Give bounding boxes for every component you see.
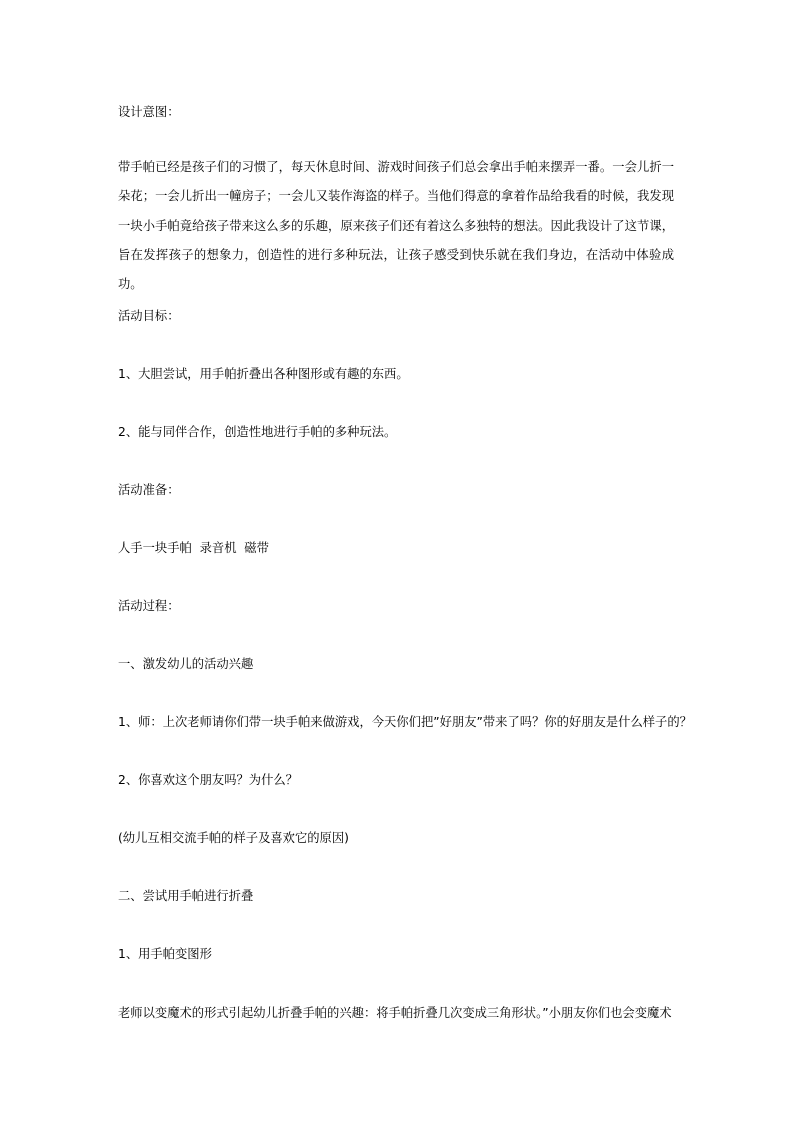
activity-prep-items: 人手一块手帕 录音机 磁带 xyxy=(118,541,269,555)
goal-item-2: 2、能与同伴合作，创造性地进行手帕的多种玩法。 xyxy=(118,425,397,439)
step-1-title: 1、用手帕变图形 xyxy=(118,947,212,961)
design-intent-paragraph: 带手帕已经是孩子们的习惯了，每天休息时间、游戏时间孩子们总会拿出手帕来摆弄一番。一会儿折一朵花；一会儿折出一幢房子；一会儿又装作海盗的样子。当他们得意的拿着作品给我看的时候，我发现一块小手帕竟给孩子带来这么多的乐趣，原来孩子们还有着这么多独特的想法。因此我设计了这节课，旨在发挥孩子的想象力，创造性的进行多种玩法，让孩子感受到快乐就在我们身边，在活动中体验成功。 xyxy=(118,160,674,292)
section-2-title: 二、尝试用手帕进行折叠 xyxy=(118,889,254,903)
section-1-title: 一、激发幼儿的活动兴趣 xyxy=(118,657,254,671)
note-text: (幼儿互相交流手帕的样子及喜欢它的原因) xyxy=(118,831,349,845)
activity-process-heading: 活动过程： xyxy=(118,599,180,613)
question-1: 1、师：上次老师请你们带一块手帕来做游戏，今天你们把”好朋友”带来了吗？你的好朋友是什么样子的？ xyxy=(118,715,692,729)
goal-item-1: 1、大胆尝试，用手帕折叠出各种图形或有趣的东西。 xyxy=(118,367,409,381)
question-2: 2、你喜欢这个朋友吗？为什么？ xyxy=(118,773,298,787)
activity-prep-heading: 活动准备： xyxy=(118,483,180,497)
design-intent-heading: 设计意图： xyxy=(118,105,180,119)
step-1-body: 老师以变魔术的形式引起幼儿折叠手帕的兴趣：将手帕折叠几次变成三角形状。”小朋友你们也会变魔术 xyxy=(118,1006,672,1020)
activity-goals-heading: 活动目标： xyxy=(118,309,180,323)
